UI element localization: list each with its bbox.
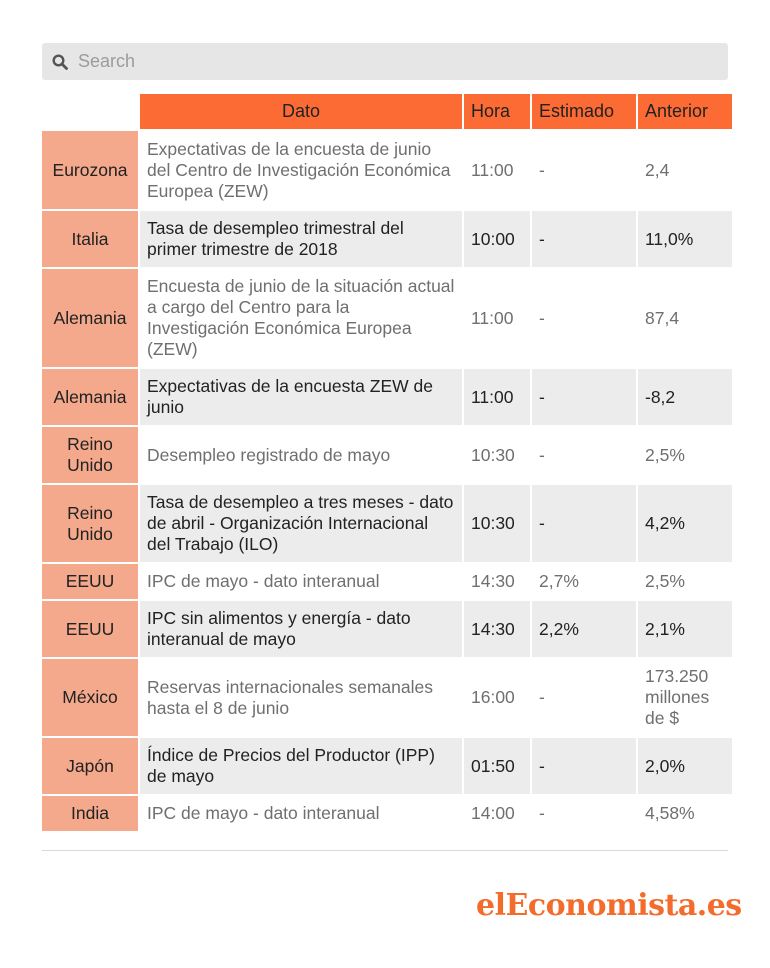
country-cell: Reino Unido (42, 427, 138, 483)
hora-cell: 01:50 (464, 738, 530, 794)
estimado-cell: - (532, 485, 636, 562)
country-cell: Alemania (42, 269, 138, 367)
estimado-cell: - (532, 211, 636, 267)
hora-cell: 14:00 (464, 796, 530, 831)
estimado-cell: - (532, 269, 636, 367)
hora-cell: 14:30 (464, 564, 530, 599)
header-hora: Hora (464, 94, 530, 129)
hora-cell: 10:30 (464, 427, 530, 483)
anterior-cell: 4,2% (638, 485, 732, 562)
hora-cell: 11:00 (464, 269, 530, 367)
estimado-cell: 2,7% (532, 564, 636, 599)
dato-cell: Desempleo registrado de mayo (140, 427, 462, 483)
country-cell: México (42, 659, 138, 736)
country-cell: Eurozona (42, 131, 138, 209)
country-cell: India (42, 796, 138, 831)
country-cell: Japón (42, 738, 138, 794)
economic-calendar-table (40, 92, 734, 833)
table-row (42, 485, 732, 562)
table-row (42, 564, 732, 599)
table-row (42, 601, 732, 657)
anterior-cell: 2,1% (638, 601, 732, 657)
dato-cell: Tasa de desempleo a tres meses - dato de abril - Organización Internacional del Trabajo (ILO) (140, 485, 462, 562)
dato-cell: Tasa de desempleo trimestral del primer trimestre de 2018 (140, 211, 462, 267)
table-row (42, 738, 732, 794)
header-estimado: Estimado (532, 94, 636, 129)
table-row (42, 211, 732, 267)
hora-cell: 14:30 (464, 601, 530, 657)
estimado-cell: - (532, 659, 636, 736)
anterior-cell: 2,4 (638, 131, 732, 209)
anterior-cell: 173.250 millones de $ (638, 659, 732, 736)
search-bar[interactable] (42, 43, 728, 80)
hora-cell: 10:00 (464, 211, 530, 267)
table-row (42, 369, 732, 425)
eleconomista-logo: elEconomista.es (476, 888, 742, 923)
table-row (42, 796, 732, 831)
table-row (42, 659, 732, 736)
estimado-cell: - (532, 738, 636, 794)
anterior-cell: 2,5% (638, 564, 732, 599)
estimado-cell: 2,2% (532, 601, 636, 657)
anterior-cell: -8,2 (638, 369, 732, 425)
estimado-cell: - (532, 796, 636, 831)
table-body (42, 131, 732, 831)
estimado-cell: - (532, 427, 636, 483)
header-anterior: Anterior (638, 94, 732, 129)
hora-cell: 10:30 (464, 485, 530, 562)
dato-cell: IPC de mayo - dato interanual (140, 796, 462, 831)
anterior-cell: 11,0% (638, 211, 732, 267)
table-header-row (42, 94, 732, 129)
dato-cell: Encuesta de junio de la situación actual a cargo del Centro para la Investigación Económica Europea (ZEW) (140, 269, 462, 367)
hora-cell: 16:00 (464, 659, 530, 736)
hora-cell: 11:00 (464, 369, 530, 425)
divider (42, 850, 728, 851)
country-cell: Alemania (42, 369, 138, 425)
anterior-cell: 4,58% (638, 796, 732, 831)
anterior-cell: 87,4 (638, 269, 732, 367)
dato-cell: Índice de Precios del Productor (IPP) de mayo (140, 738, 462, 794)
table-row (42, 131, 732, 209)
table-row (42, 269, 732, 367)
search-placeholder: Search (78, 51, 136, 71)
country-cell: EEUU (42, 564, 138, 599)
dato-cell: IPC sin alimentos y energía - dato interanual de mayo (140, 601, 462, 657)
header-blank (42, 94, 138, 129)
country-cell: EEUU (42, 601, 138, 657)
header-dato: Dato (140, 94, 462, 129)
dato-cell: Reservas internacionales semanales hasta el 8 de junio (140, 659, 462, 736)
estimado-cell: - (532, 369, 636, 425)
dato-cell: Expectativas de la encuesta de junio del Centro de Investigación Económica Europea (ZEW) (140, 131, 462, 209)
anterior-cell: 2,0% (638, 738, 732, 794)
estimado-cell: - (532, 131, 636, 209)
table-row (42, 427, 732, 483)
country-cell: Italia (42, 211, 138, 267)
dato-cell: Expectativas de la encuesta ZEW de junio (140, 369, 462, 425)
hora-cell: 11:00 (464, 131, 530, 209)
anterior-cell: 2,5% (638, 427, 732, 483)
search-icon (52, 54, 68, 70)
country-cell: Reino Unido (42, 485, 138, 562)
dato-cell: IPC de mayo - dato interanual (140, 564, 462, 599)
